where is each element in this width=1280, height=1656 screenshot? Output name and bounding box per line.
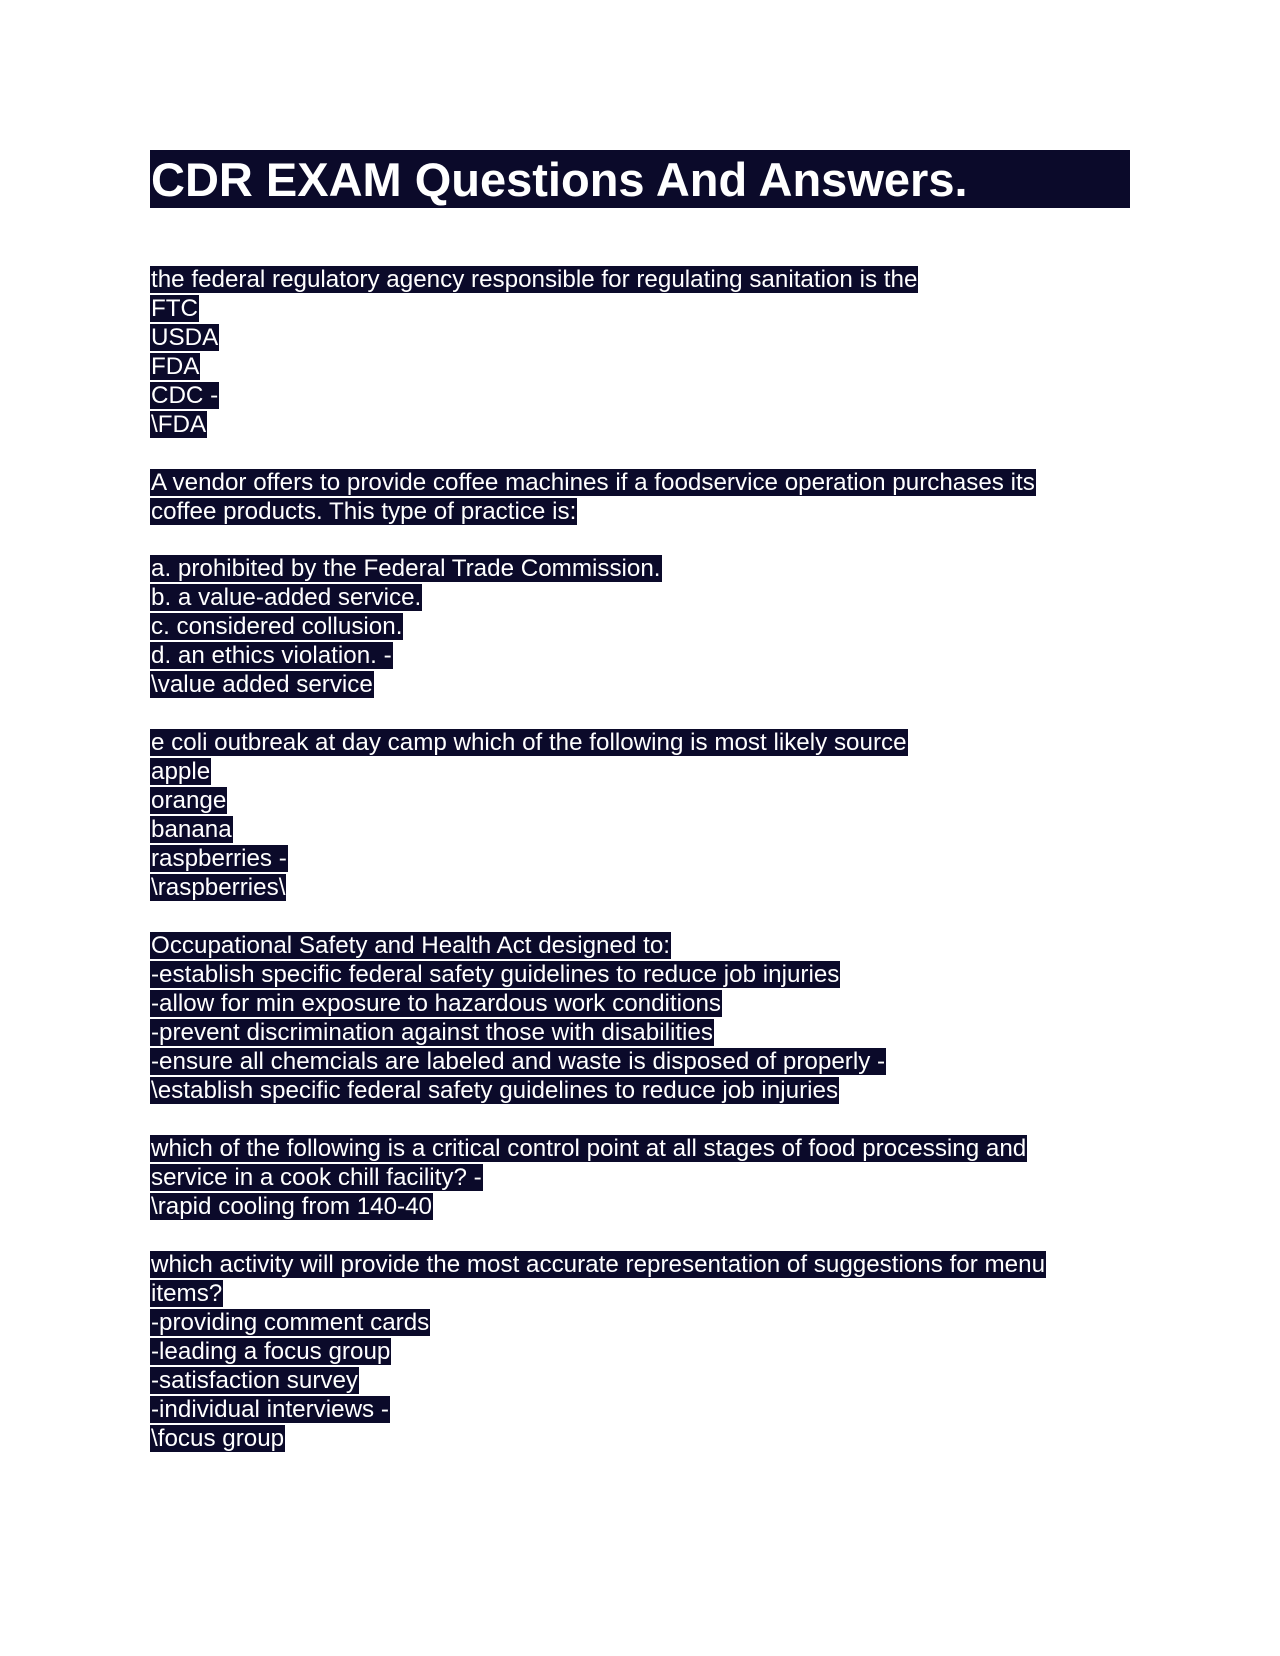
answer-option-line — [150, 786, 1130, 815]
answer-option: -individual interviews - — [151, 1396, 389, 1423]
answer-option: -leading a focus group — [151, 1338, 391, 1365]
answer-option-line — [150, 1395, 1130, 1424]
answer-option-line — [150, 554, 1130, 583]
answer-option: orange — [151, 787, 227, 814]
answer-option: -providing comment cards — [151, 1309, 430, 1336]
question-text-line — [150, 1163, 1130, 1192]
answer-option-line — [150, 1308, 1130, 1337]
answer-option: -ensure all chemcials are labeled and waste is disposed of properly - — [151, 1048, 886, 1075]
answer-option-line — [150, 1018, 1130, 1047]
question-text: Occupational Safety and Health Act designed to: — [151, 932, 671, 959]
correct-answer-line — [150, 873, 1130, 902]
answer-option: USDA — [151, 324, 219, 351]
question-text-line — [150, 1279, 1130, 1308]
answer-option: -allow for min exposure to hazardous work conditions — [151, 990, 722, 1017]
answer-option-line — [150, 960, 1130, 989]
answer-option: -establish specific federal safety guidelines to reduce job injuries — [151, 961, 840, 988]
correct-answer: \raspberries\ — [151, 874, 286, 901]
question-block-osha — [150, 931, 1130, 1105]
question-text: A vendor offers to provide coffee machines if a foodservice operation purchases its — [151, 469, 1035, 496]
answer-option: -prevent discrimination against those with disabilities — [151, 1019, 713, 1046]
correct-answer-line — [150, 1192, 1130, 1221]
answer-option: FTC — [151, 295, 199, 322]
question-text: coffee products. This type of practice is: — [151, 498, 577, 525]
question-block-vendor-coffee — [150, 468, 1130, 526]
question-text-line — [150, 1250, 1130, 1279]
question-text: e coli outbreak at day camp which of the following is most likely source — [151, 729, 907, 756]
answer-options-vendor-coffee — [150, 554, 1130, 699]
answer-option-line — [150, 352, 1130, 381]
answer-option: a. prohibited by the Federal Trade Commission. — [151, 555, 661, 582]
correct-answer: \rapid cooling from 140-40 — [151, 1193, 433, 1220]
answer-option-line — [150, 1337, 1130, 1366]
correct-answer-line — [150, 410, 1130, 439]
answer-option-line — [150, 612, 1130, 641]
correct-answer-line — [150, 1424, 1130, 1453]
question-text: items? — [151, 1280, 223, 1307]
answer-option: d. an ethics violation. - — [151, 642, 392, 669]
answer-option-line — [150, 844, 1130, 873]
question-text-line — [150, 468, 1130, 497]
correct-answer: \FDA — [151, 411, 207, 438]
answer-option-line — [150, 294, 1130, 323]
answer-option-line — [150, 583, 1130, 612]
document-title: CDR EXAM Questions And Answers. — [150, 150, 1130, 208]
answer-option: apple — [151, 758, 211, 785]
question-text: which of the following is a critical control point at all stages of food processing and — [151, 1135, 1027, 1162]
answer-option: CDC - — [151, 382, 219, 409]
correct-answer-line — [150, 1076, 1130, 1105]
answer-option-line — [150, 815, 1130, 844]
answer-option-line — [150, 381, 1130, 410]
question-block-critical-control-point — [150, 1134, 1130, 1221]
question-text-line — [150, 728, 1130, 757]
question-text: which activity will provide the most accurate representation of suggestions for menu — [151, 1251, 1046, 1278]
question-block-menu-suggestions — [150, 1250, 1130, 1453]
answer-option: -satisfaction survey — [151, 1367, 359, 1394]
answer-option-line — [150, 757, 1130, 786]
question-block-sanitation-agency — [150, 265, 1130, 439]
question-text-line — [150, 497, 1130, 526]
correct-answer: \value added service — [151, 671, 373, 698]
question-text-line — [150, 931, 1130, 960]
answer-option: b. a value-added service. — [151, 584, 422, 611]
answer-option: banana — [151, 816, 232, 843]
correct-answer-line — [150, 670, 1130, 699]
answer-option: FDA — [151, 353, 200, 380]
correct-answer: \establish specific federal safety guidelines to reduce job injuries — [151, 1077, 839, 1104]
question-text-line — [150, 265, 1130, 294]
question-text: service in a cook chill facility? - — [151, 1164, 482, 1191]
answer-option: c. considered collusion. — [151, 613, 403, 640]
answer-option: raspberries - — [151, 845, 287, 872]
answer-option-line — [150, 1047, 1130, 1076]
question-block-ecoli-outbreak — [150, 728, 1130, 902]
answer-option-line — [150, 323, 1130, 352]
question-text: the federal regulatory agency responsible for regulating sanitation is the — [151, 266, 918, 293]
correct-answer: \focus group — [151, 1425, 285, 1452]
answer-option-line — [150, 989, 1130, 1018]
question-text-line — [150, 1134, 1130, 1163]
answer-option-line — [150, 1366, 1130, 1395]
answer-option-line — [150, 641, 1130, 670]
document-page — [150, 150, 1130, 1453]
